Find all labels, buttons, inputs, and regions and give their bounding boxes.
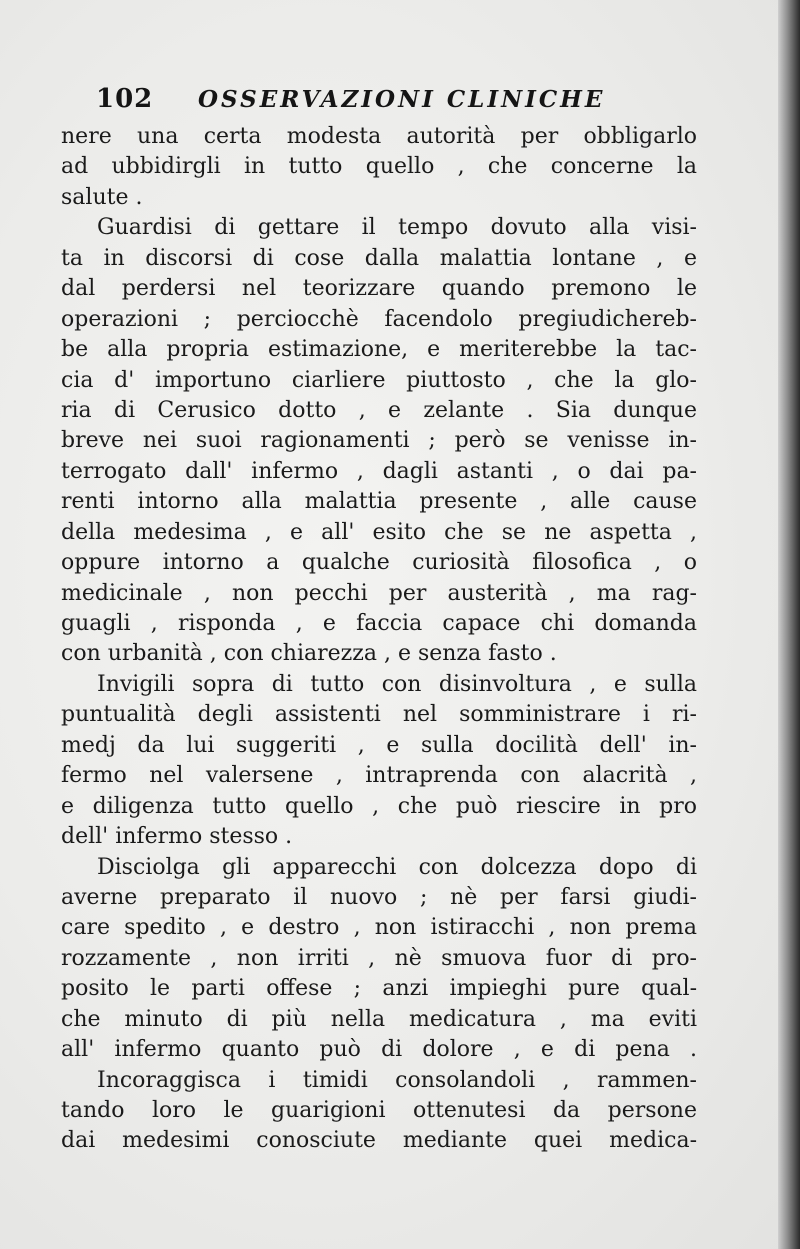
text-line: e diligenza tutto quello , che può riescire in pro [61, 793, 697, 819]
text-line: Disciolga gli apparecchi con dolcezza dopo di [97, 854, 697, 880]
text-line: breve nei suoi ragionamenti ; però se venisse in- [61, 428, 697, 454]
text-line: che minuto di più nella medicatura , ma eviti [61, 1006, 697, 1032]
text-line: medicinale , non pecchi per austerità , ma rag- [61, 580, 697, 606]
text-line: terrogato dall' infermo , dagli astanti , o dai pa- [61, 458, 697, 484]
text-line: della medesima , e all' esito che se ne aspetta , [61, 519, 697, 545]
text-line: care spedito , e destro , non istiracchi , non prema [61, 915, 697, 941]
text-line: salute . [61, 184, 143, 210]
page-number: 102 [96, 84, 154, 114]
text-line: nere una certa modesta autorità per obbligarlo [61, 124, 697, 149]
text-line: dai medesimi conosciute mediante quei medica- [61, 1128, 697, 1154]
text-line: averne preparato il nuovo ; nè per farsi giudi- [61, 884, 697, 910]
text-line: operazioni ; perciocchè facendolo pregiudichereb- [61, 306, 697, 332]
text-line: all' infermo quanto può di dolore , e di pena . [61, 1037, 697, 1063]
text-line: medj da lui suggeriti , e sulla docilità dell' in- [61, 732, 697, 758]
text-line: puntualità degli assistenti nel somministrare i ri- [61, 702, 697, 728]
text-line: con urbanità , con chiarezza , e senza fasto . [61, 641, 557, 667]
text-line: posito le parti offese ; anzi impieghi pure qual- [61, 976, 697, 1002]
text-line: fermo nel valersene , intraprenda con alacrità , [61, 763, 697, 789]
text-line: tando loro le guarigioni ottenutesi da persone [61, 1098, 697, 1123]
text-line: Incoraggisca i timidi consolandoli , rammen- [97, 1067, 697, 1093]
text-line: guagli , risponda , e faccia capace chi domanda [61, 611, 697, 636]
text-line: dell' infermo stesso . [61, 824, 293, 850]
text-line: renti intorno alla malattia presente , alle cause [61, 489, 697, 515]
body-text [61, 122, 697, 1157]
text-line: Guardisi di gettare il tempo dovuto alla visi- [97, 215, 697, 241]
text-line: dal perdersi nel teorizzare quando premono le [61, 276, 697, 302]
text-line: cia d' importuno ciarliere piuttosto , che la glo- [61, 367, 697, 393]
text-line: Invigili sopra di tutto con disinvoltura , e sulla [97, 671, 697, 697]
text-line: be alla propria estimazione, e meriterebbe la tac- [61, 337, 697, 363]
page-gutter-shadow [778, 0, 800, 1249]
running-head: OSSERVAZIONI CLINICHE [198, 86, 606, 113]
text-line: rozzamente , non irriti , nè smuova fuor di pro- [61, 945, 697, 971]
text-line: oppure intorno a qualche curiosità filosofica , o [61, 550, 697, 576]
text-line: ria di Cerusico dotto , e zelante . Sia dunque [61, 397, 697, 423]
text-line: ad ubbidirgli in tutto quello , che concerne la [61, 154, 697, 180]
text-line: ta in discorsi di cose dalla malattia lontane , e [61, 245, 697, 271]
page-header [96, 80, 696, 120]
